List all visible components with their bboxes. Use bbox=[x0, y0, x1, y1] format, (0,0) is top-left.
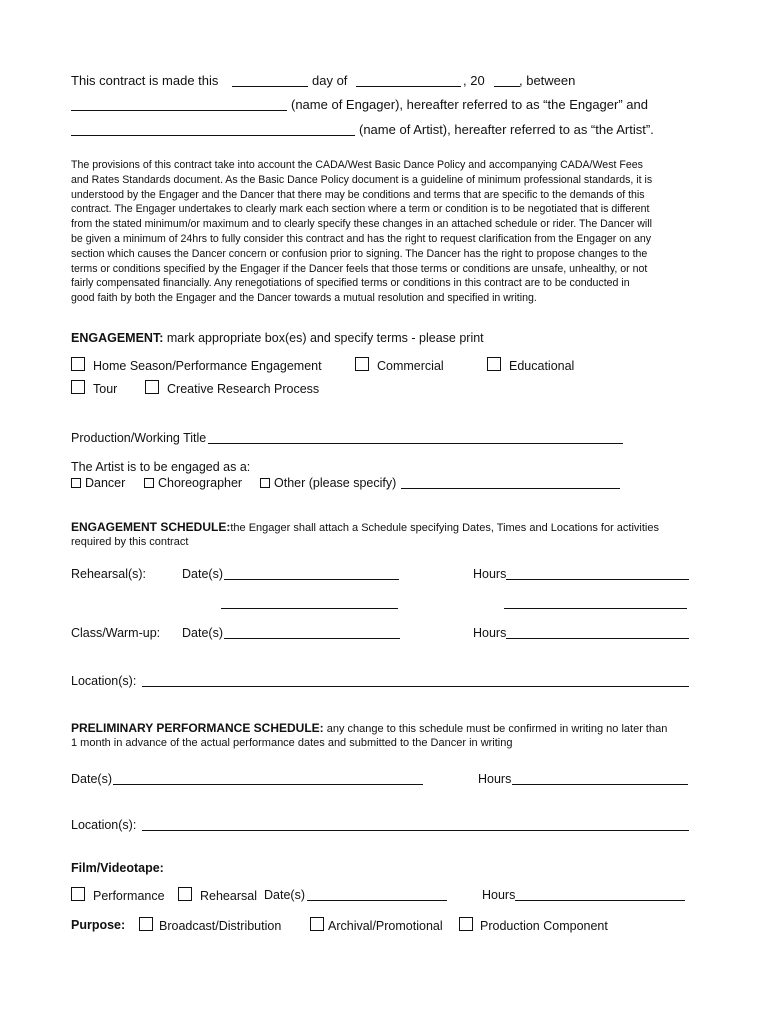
preliminary-heading: PRELIMINARY PERFORMANCE SCHEDULE: bbox=[71, 721, 324, 735]
schedule-heading: ENGAGEMENT SCHEDULE: bbox=[71, 520, 231, 534]
other-specify-field[interactable] bbox=[401, 488, 620, 489]
film-performance-label: Performance bbox=[93, 889, 165, 903]
schedule-location-label: Location(s): bbox=[71, 674, 137, 688]
preliminary-instruction: any change to this schedule must be confirmed in writing no later than bbox=[323, 723, 668, 735]
checkbox-icon[interactable] bbox=[71, 887, 85, 901]
schedule-location-field[interactable] bbox=[142, 686, 689, 687]
provisions-line: from the stated minimum/or maximum and to clearly specify these changes in an attached schedule or rider. The Dancer will bbox=[71, 218, 652, 231]
film-rehearsal-checkbox[interactable] bbox=[178, 887, 257, 904]
schedule-instruction: the Engager shall attach a Schedule specifying Dates, Times and Locations for activities bbox=[230, 522, 659, 534]
provisions-paragraph bbox=[71, 158, 695, 306]
engager-name-field[interactable] bbox=[71, 110, 287, 111]
header-artist-label: (name of Artist), hereafter referred to as “the Artist”. bbox=[359, 122, 654, 137]
preliminary-instruction-2: 1 month in advance of the actual performance dates and submitted to the Dancer in writing bbox=[71, 737, 513, 749]
production-title-label: Production/Working Title bbox=[71, 431, 207, 445]
checkbox-icon[interactable] bbox=[144, 478, 154, 488]
engagement-heading: ENGAGEMENT: bbox=[71, 331, 164, 345]
year-field[interactable] bbox=[494, 86, 520, 87]
provisions-line: contract. The Engager undertakes to clearly mark each section where a term or condition is to be negotiated that is different bbox=[71, 203, 650, 216]
checkbox-icon[interactable] bbox=[459, 917, 473, 931]
checkbox-icon[interactable] bbox=[487, 357, 501, 371]
film-rehearsal-label: Rehearsal bbox=[200, 889, 257, 903]
checkbox-icon[interactable] bbox=[260, 478, 270, 488]
commercial-label: Commercial bbox=[377, 359, 444, 373]
film-heading-text: Film/Videotape: bbox=[71, 861, 164, 875]
class-dates-field[interactable] bbox=[224, 638, 400, 639]
film-hours-field[interactable] bbox=[515, 900, 685, 901]
purpose-label bbox=[71, 917, 125, 933]
checkbox-icon[interactable] bbox=[71, 478, 81, 488]
checkbox-icon[interactable] bbox=[139, 917, 153, 931]
provisions-line: section which causes the Dancer concern or confusion prior to signing. The Dancer has the right to propose changes to the bbox=[71, 247, 648, 260]
provisions-line: understood by the Engager and the Dancer that there may be conditions and terms that are specific to the demands of this bbox=[71, 188, 645, 201]
educational-checkbox[interactable] bbox=[487, 357, 574, 374]
schedule-heading-row bbox=[71, 520, 659, 536]
creative-research-checkbox[interactable] bbox=[145, 380, 319, 397]
film-performance-checkbox[interactable] bbox=[71, 887, 165, 904]
tour-checkbox[interactable] bbox=[71, 380, 117, 397]
header-year-prefix: , 20 bbox=[463, 73, 485, 88]
broadcast-checkbox[interactable] bbox=[139, 917, 281, 934]
creative-research-label: Creative Research Process bbox=[167, 382, 320, 396]
archival-label: Archival/Promotional bbox=[328, 919, 443, 933]
month-field[interactable] bbox=[356, 86, 461, 87]
film-dates-field[interactable] bbox=[307, 900, 447, 901]
checkbox-icon[interactable] bbox=[310, 917, 324, 931]
engagement-instruction: mark appropriate box(es) and specify terms - please print bbox=[163, 331, 484, 345]
header-engager-label: (name of Engager), hereafter referred to as “the Engager” and bbox=[291, 97, 648, 112]
checkbox-icon[interactable] bbox=[145, 380, 159, 394]
dancer-checkbox[interactable] bbox=[71, 475, 125, 491]
choreographer-checkbox[interactable] bbox=[144, 475, 242, 491]
rehearsal-dates-field[interactable] bbox=[224, 579, 399, 580]
provisions-line: fairly compensated financially. Any renegotiations of specified terms or conditions in this contract are to be conducted in bbox=[71, 277, 630, 290]
preliminary-location-label: Location(s): bbox=[71, 818, 137, 832]
artist-name-field[interactable] bbox=[71, 135, 355, 136]
production-component-label: Production Component bbox=[480, 919, 608, 933]
archival-checkbox[interactable] bbox=[310, 917, 443, 934]
provisions-line: The provisions of this contract take into account the CADA/West Basic Dance Policy and accompanying CADA/West Fees bbox=[71, 159, 643, 171]
checkbox-icon[interactable] bbox=[178, 887, 192, 901]
commercial-checkbox[interactable] bbox=[355, 357, 444, 374]
day-field[interactable] bbox=[232, 86, 308, 87]
checkbox-icon[interactable] bbox=[355, 357, 369, 371]
dancer-label: Dancer bbox=[85, 476, 126, 490]
home-season-label: Home Season/Performance Engagement bbox=[93, 359, 322, 373]
provisions-line: be given a minimum of 24hrs to fully consider this contract and has the right to request clarification from the Engager on any bbox=[71, 232, 652, 245]
preliminary-heading-row bbox=[71, 721, 667, 737]
rehearsals-label: Rehearsal(s): bbox=[71, 567, 147, 581]
choreographer-label: Choreographer bbox=[158, 476, 243, 490]
rehearsal-hours-label: Hours bbox=[473, 567, 507, 581]
broadcast-label: Broadcast/Distribution bbox=[159, 919, 282, 933]
preliminary-location-field[interactable] bbox=[142, 830, 689, 831]
preliminary-dates-label: Date(s) bbox=[71, 772, 112, 786]
class-warmup-label: Class/Warm-up: bbox=[71, 626, 161, 640]
class-hours-field[interactable] bbox=[506, 638, 689, 639]
preliminary-hours-field[interactable] bbox=[512, 784, 688, 785]
rehearsal-hours-field[interactable] bbox=[506, 579, 689, 580]
film-dates-label: Date(s) bbox=[264, 888, 305, 902]
engaged-as-label: The Artist is to be engaged as a: bbox=[71, 460, 251, 474]
rehearsal-dates-field-2[interactable] bbox=[221, 608, 398, 609]
preliminary-dates-field[interactable] bbox=[113, 784, 423, 785]
rehearsal-hours-field-2[interactable] bbox=[504, 608, 687, 609]
class-hours-label: Hours bbox=[473, 626, 507, 640]
class-dates-label: Date(s) bbox=[182, 626, 223, 640]
provisions-line: terms or conditions specified by the Engager if the Dancer feels that those terms or conditions are unsafe, unhealthy, or not bbox=[71, 262, 648, 275]
engagement-heading-row bbox=[71, 330, 484, 346]
other-label: Other (please specify) bbox=[274, 476, 397, 490]
header-line-1 bbox=[71, 73, 218, 89]
film-hours-label: Hours bbox=[482, 888, 516, 902]
home-season-checkbox[interactable] bbox=[71, 357, 322, 374]
header-intro: This contract is made this bbox=[71, 73, 219, 88]
provisions-line: good faith by both the Engager and the Dancer towards a mutual resolution and specified in writing. bbox=[71, 292, 537, 305]
production-component-checkbox[interactable] bbox=[459, 917, 608, 934]
header-day-of: day of bbox=[312, 73, 348, 88]
rehearsal-dates-label: Date(s) bbox=[182, 567, 223, 581]
provisions-line: and Rates Standards document. As the Basic Dance Policy document is a guideline of minimum professional standards, it is bbox=[71, 173, 653, 186]
schedule-instruction-2: required by this contract bbox=[71, 536, 189, 548]
checkbox-icon[interactable] bbox=[71, 357, 85, 371]
checkbox-icon[interactable] bbox=[71, 380, 85, 394]
tour-label: Tour bbox=[93, 382, 118, 396]
educational-label: Educational bbox=[509, 359, 575, 373]
other-checkbox[interactable] bbox=[260, 475, 396, 491]
header-between: , between bbox=[519, 73, 576, 88]
production-title-field[interactable] bbox=[208, 443, 623, 444]
film-heading bbox=[71, 860, 164, 876]
purpose-label-text: Purpose: bbox=[71, 918, 126, 932]
preliminary-hours-label: Hours bbox=[478, 772, 512, 786]
